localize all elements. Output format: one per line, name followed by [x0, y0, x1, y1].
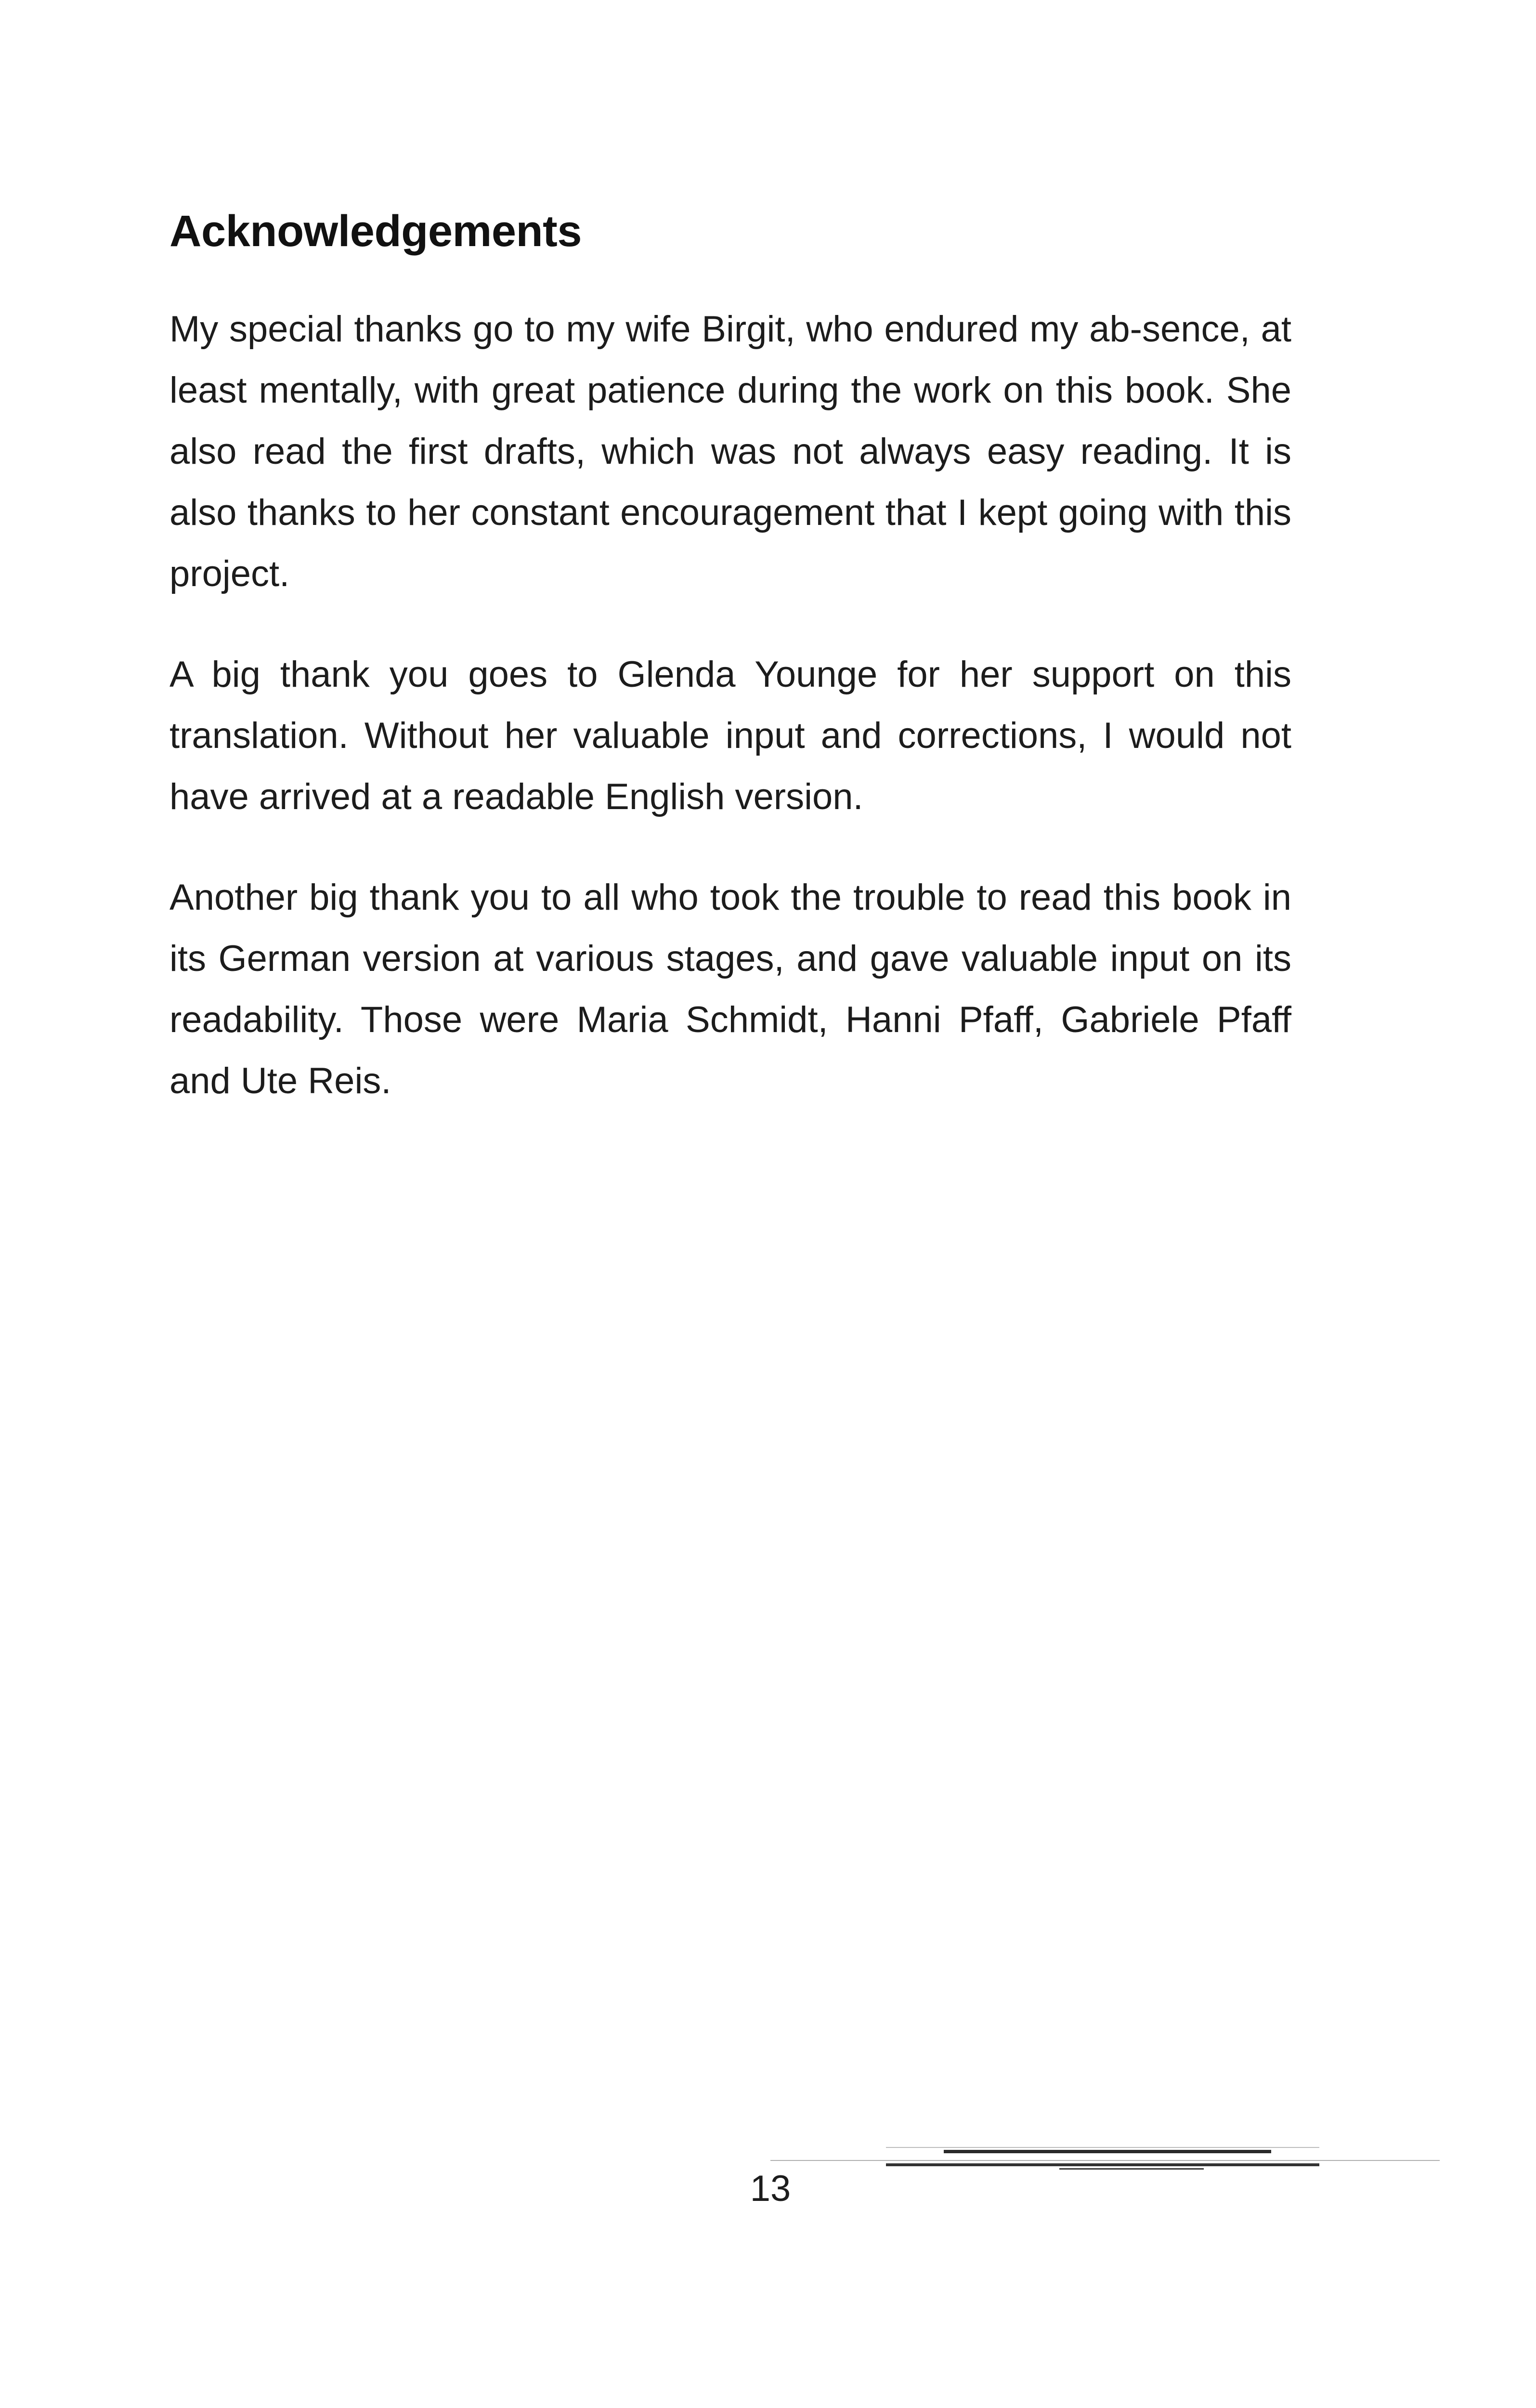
page-title: Acknowledgements — [169, 207, 582, 256]
footer-rule — [886, 2163, 1319, 2166]
footer-rule — [770, 2160, 1440, 2161]
footer-rule — [944, 2150, 1271, 2153]
paragraph-thanks-glenda: A big thank you goes to Glenda Younge for her support on this translation. Without her valuable input and corrections, I would not have arrived at a readable English version. — [169, 654, 1291, 817]
footer-rule — [886, 2147, 1319, 2148]
page-number: 13 — [750, 2168, 791, 2209]
footer-rule — [1059, 2168, 1204, 2170]
page-content — [169, 197, 1291, 1112]
paragraph-thanks-birgit: My special thanks go to my wife Birgit, who endured my ab-sence, at least mentally, with great patience during the work on this book. She also read the first drafts, which was not always easy reading. It is also thanks to her constant encouragement that I kept going with this project. — [169, 309, 1291, 594]
paragraph-thanks-readers: Another big thank you to all who took the trouble to read this book in its German version at various stages, and gave valuable input on its readability. Those were Maria Schmidt, Hanni Pfaff, Gabriele Pfaff and Ute Reis. — [169, 877, 1291, 1101]
